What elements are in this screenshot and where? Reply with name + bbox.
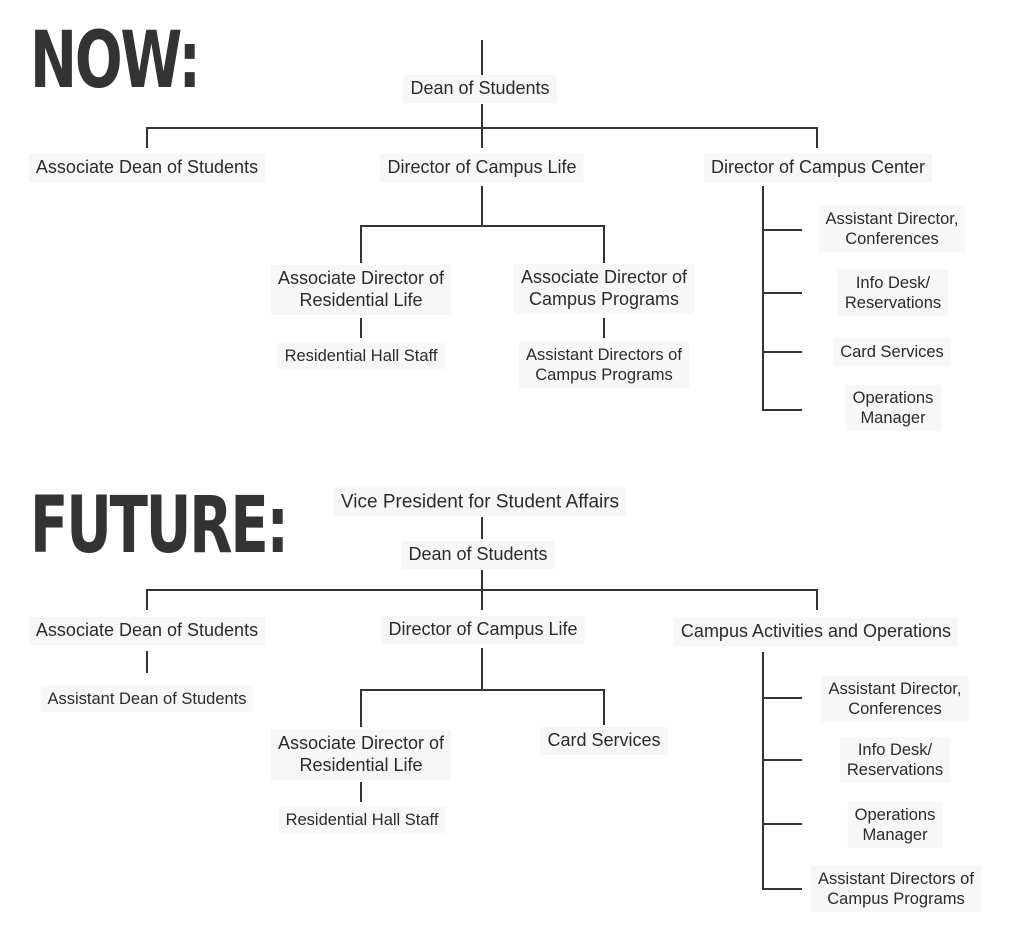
now-res-hall-staff-node [278, 343, 445, 369]
node-label: Dean of Students [410, 78, 550, 99]
future-assoc-dir-res-life-node [271, 730, 451, 780]
future-card-services-node [540, 727, 667, 755]
node-label-line: Associate Director of [520, 267, 688, 288]
node-label-line: Campus Programs [827, 890, 965, 908]
node-label-line: Residential Life [299, 290, 423, 310]
now-heading: NOW: [30, 16, 199, 106]
node-label: Residential Hall Staff [284, 346, 438, 365]
now-dean-node [403, 75, 556, 103]
future-res-hall-staff-node [279, 807, 446, 833]
connector [762, 652, 764, 890]
now-assoc-dir-res-life-node [271, 265, 451, 315]
connector [481, 186, 483, 226]
connector [481, 104, 483, 128]
node-label-line: Campus Programs [535, 366, 673, 384]
connector [816, 589, 818, 610]
node-label: Director of Campus Life [388, 619, 578, 640]
connector [146, 127, 148, 148]
now-center-item-operations [846, 385, 941, 431]
node-label-line: Manager [860, 409, 926, 427]
node-label: Director of Campus Center [710, 157, 926, 178]
connector [481, 127, 483, 148]
node-label-line: Campus Programs [528, 289, 680, 309]
node-label-line: Reservations [844, 294, 942, 312]
node-label: Campus Activities and Operations [680, 621, 952, 642]
node-label: Residential Hall Staff [285, 810, 439, 829]
node-label-line: Info Desk/ [855, 273, 931, 292]
future-heading: FUTURE: [30, 481, 287, 571]
node-label-line: Operations [854, 805, 936, 824]
node-label-line: Manager [862, 826, 928, 844]
node-label: Associate Dean of Students [35, 157, 259, 178]
node-label: Director of Campus Life [387, 157, 577, 178]
node-label-line: Associate Director of [277, 733, 445, 754]
node-label: Assistant Dean of Students [47, 689, 247, 708]
connector [762, 229, 802, 231]
node-label-line: Reservations [846, 761, 944, 779]
connector [762, 823, 802, 825]
connector [762, 409, 802, 411]
node-label: Dean of Students [408, 544, 548, 565]
connector [360, 225, 605, 227]
connector [481, 40, 483, 75]
future-campus-activities-node [674, 618, 958, 646]
now-assoc-dir-campus-programs-node [514, 264, 694, 314]
node-label-line: Assistant Directors of [818, 869, 974, 888]
connector [762, 351, 802, 353]
connector [603, 689, 605, 725]
node-label: Card Services [840, 342, 944, 361]
connector [360, 318, 362, 338]
connector [360, 689, 362, 727]
connector [360, 689, 605, 691]
now-dir-campus-life-node [380, 154, 583, 182]
node-label-line: Operations [852, 388, 934, 407]
node-label: Associate Dean of Students [35, 620, 259, 641]
connector [816, 127, 818, 148]
connector [762, 697, 802, 699]
connector [481, 570, 483, 590]
node-label-line: Assistant Directors of [526, 345, 682, 364]
connector [481, 517, 483, 539]
connector [603, 318, 605, 338]
connector [762, 759, 802, 761]
future-assoc-dean-node [29, 617, 265, 645]
connector [481, 589, 483, 610]
connector [762, 888, 802, 890]
now-dir-campus-center-node [704, 154, 932, 182]
connector [762, 292, 802, 294]
node-label-line: Assistant Director, [825, 209, 959, 228]
connector [146, 651, 148, 673]
now-center-item-card-services [833, 339, 951, 365]
node-label-line: Conferences [845, 230, 939, 248]
node-label-line: Info Desk/ [857, 740, 933, 759]
future-activities-item-campus-programs [811, 866, 981, 912]
connector [360, 225, 362, 263]
future-dean-node [401, 541, 554, 569]
connector [146, 589, 148, 610]
node-label-line: Assistant Director, [828, 679, 962, 698]
connector [603, 225, 605, 263]
node-label-line: Associate Director of [277, 268, 445, 289]
node-label-line: Residential Life [299, 755, 423, 775]
connector [762, 186, 764, 411]
now-assoc-dean-node [29, 154, 265, 182]
now-center-item-conferences [819, 206, 966, 252]
now-asst-dirs-campus-programs-node [519, 342, 689, 388]
future-dir-campus-life-node [381, 616, 584, 644]
future-asst-dean-node [40, 686, 253, 712]
future-activities-item-conferences [822, 676, 969, 722]
node-label: Vice President for Student Affairs [340, 491, 620, 513]
now-center-item-info-desk [838, 270, 948, 316]
node-label: Card Services [547, 730, 661, 751]
future-activities-item-info-desk [840, 737, 950, 783]
future-vp-node [334, 487, 626, 516]
future-activities-item-operations [848, 802, 943, 848]
connector [360, 782, 362, 802]
node-label-line: Conferences [848, 700, 942, 718]
connector [481, 648, 483, 690]
